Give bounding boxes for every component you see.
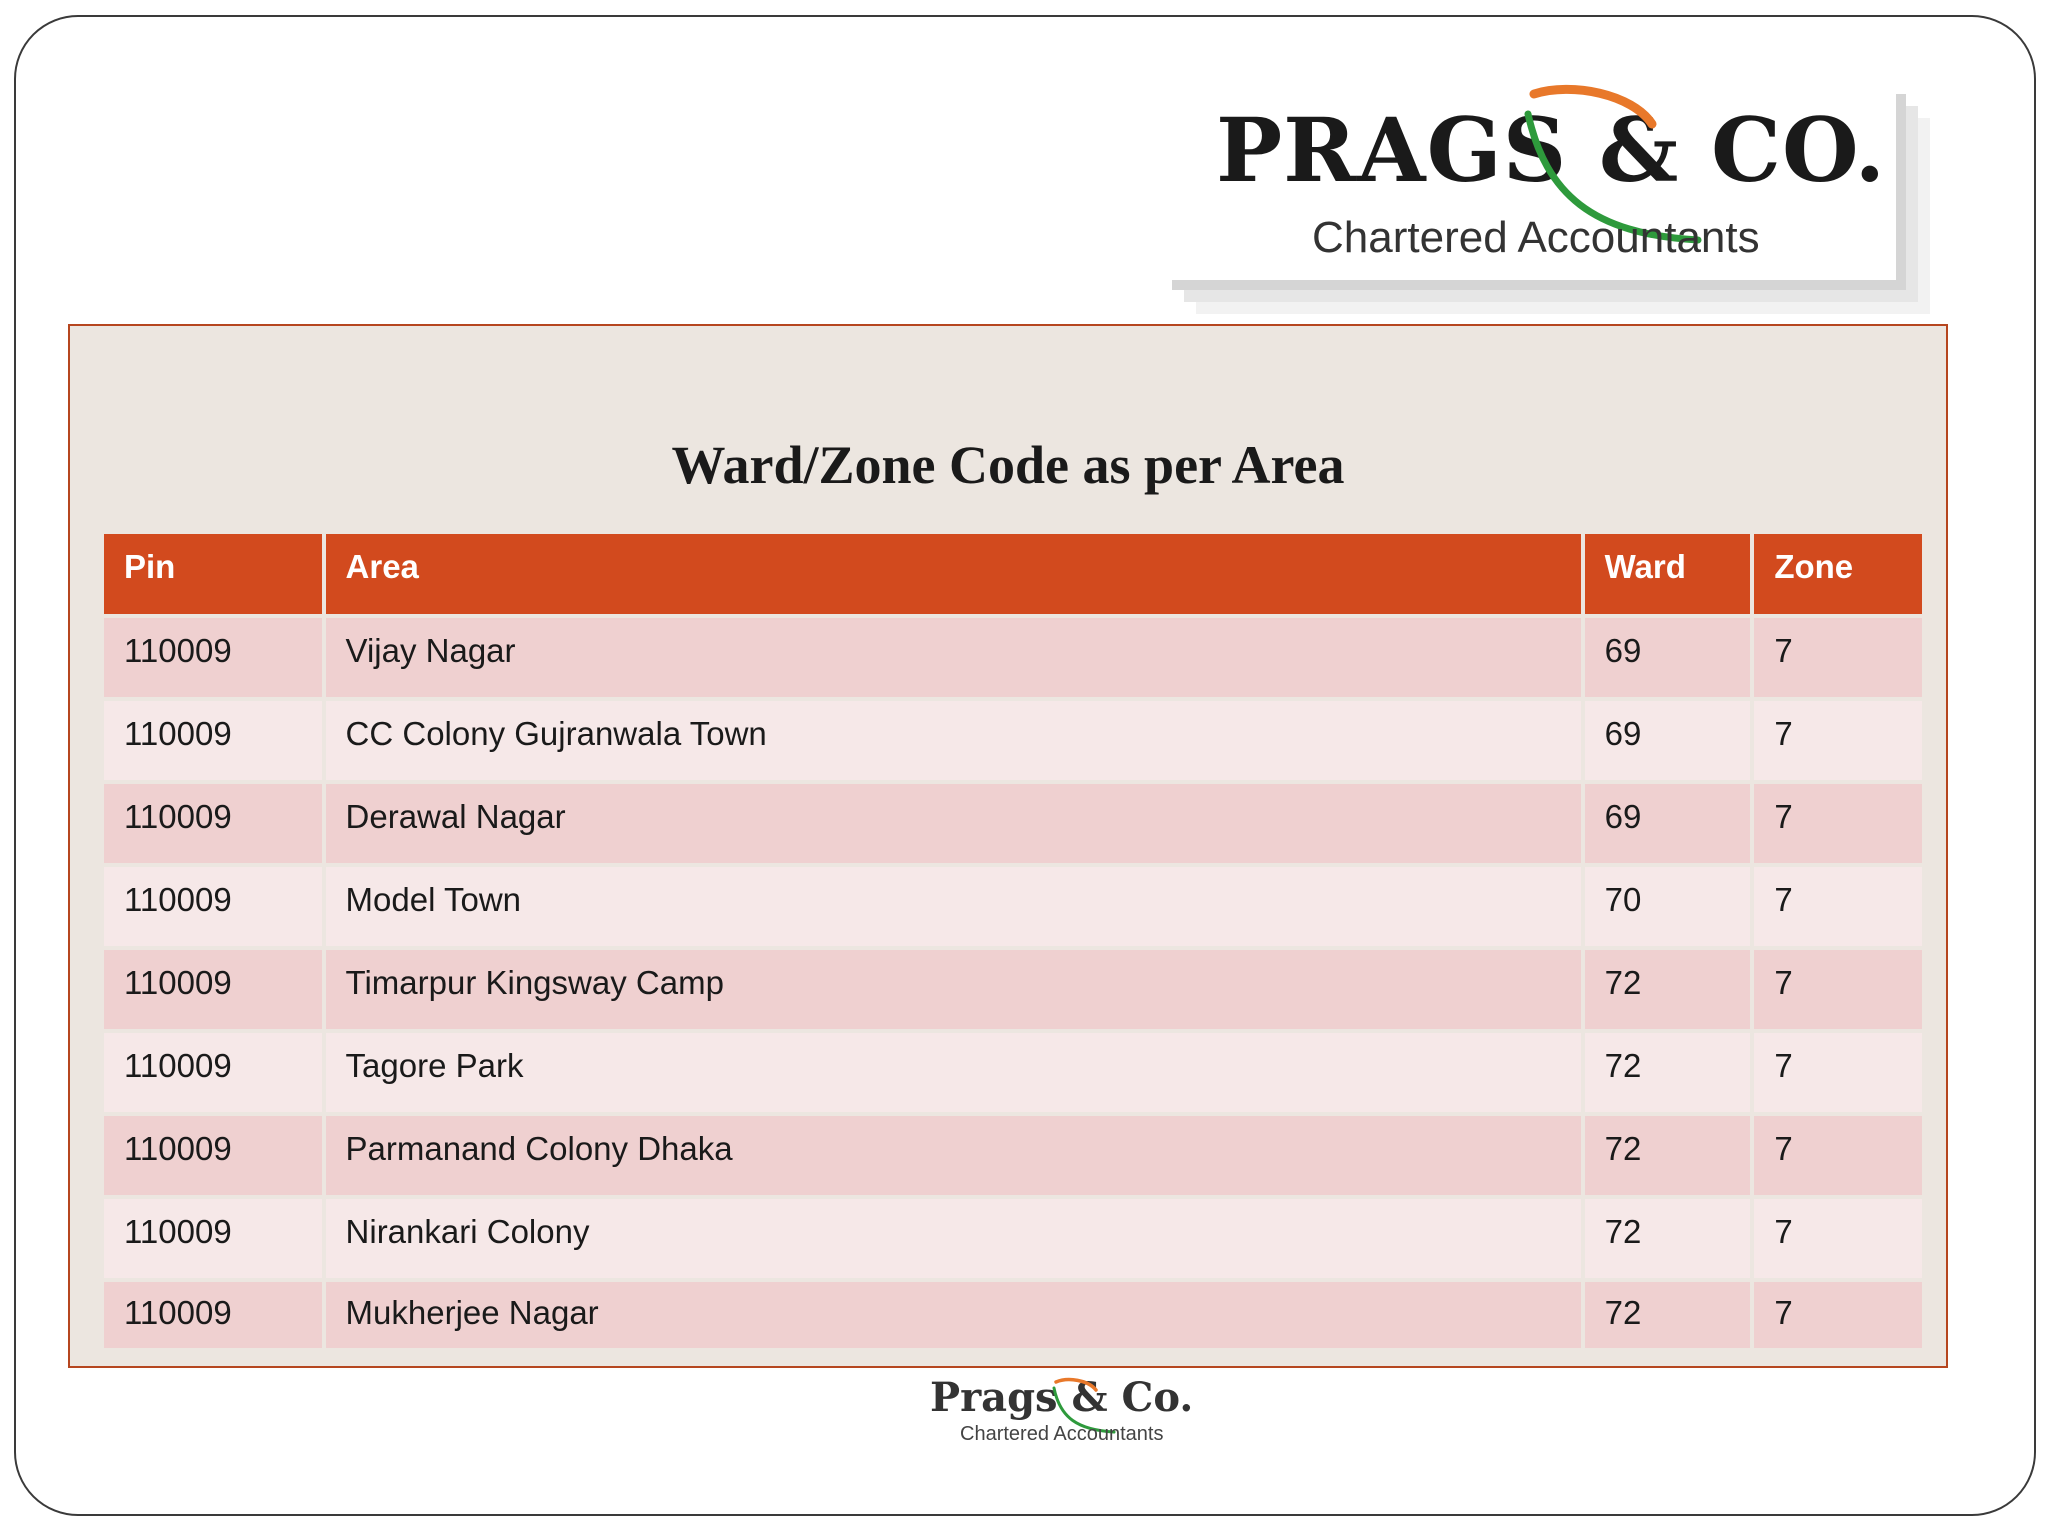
cell-ward: 72 [1585, 1199, 1751, 1278]
cell-ward: 70 [1585, 867, 1751, 946]
cell-pin: 110009 [104, 1033, 322, 1112]
cell-pin: 110009 [104, 950, 322, 1029]
cell-zone: 7 [1754, 784, 1922, 863]
cell-pin: 110009 [104, 784, 322, 863]
header-pin: Pin [104, 534, 322, 614]
cell-area: Tagore Park [326, 1033, 1581, 1112]
logo-company-name: PRAGS & CO. [1216, 98, 1887, 202]
table-row [104, 1033, 1922, 1112]
cell-ward: 72 [1585, 1116, 1751, 1195]
cell-zone: 7 [1754, 950, 1922, 1029]
cell-area: Timarpur Kingsway Camp [326, 950, 1581, 1029]
table-row [104, 950, 1922, 1029]
logo-tagline: Chartered Accountants [1312, 213, 1760, 262]
cell-ward: 72 [1585, 1033, 1751, 1112]
header-ward: Ward [1585, 534, 1751, 614]
cell-ward: 69 [1585, 784, 1751, 863]
cell-zone: 7 [1754, 1116, 1922, 1195]
header-area: Area [326, 534, 1581, 614]
cell-zone: 7 [1754, 618, 1922, 697]
page-title: Ward/Zone Code as per Area [671, 435, 1345, 495]
cell-pin: 110009 [104, 701, 322, 780]
cell-area: Mukherjee Nagar [326, 1282, 1581, 1348]
cell-zone: 7 [1754, 867, 1922, 946]
table-row [104, 1282, 1922, 1348]
cell-pin: 110009 [104, 1199, 322, 1278]
table-row [104, 1116, 1922, 1195]
cell-area: Parmanand Colony Dhaka [326, 1116, 1581, 1195]
cell-area: Vijay Nagar [326, 618, 1581, 697]
cell-pin: 110009 [104, 1116, 322, 1195]
cell-pin: 110009 [104, 867, 322, 946]
table-row [104, 701, 1922, 780]
cell-zone: 7 [1754, 701, 1922, 780]
cell-zone: 7 [1754, 1282, 1922, 1348]
cell-area: CC Colony Gujranwala Town [326, 701, 1581, 780]
company-logo [1162, 84, 1896, 280]
footer-logo-tagline: Chartered Accountants [960, 1423, 1164, 1445]
footer-logo [928, 1374, 1194, 1450]
table-header-row [104, 534, 1922, 614]
cell-area: Nirankari Colony [326, 1199, 1581, 1278]
table-row [104, 1199, 1922, 1278]
cell-pin: 110009 [104, 1282, 322, 1348]
cell-zone: 7 [1754, 1199, 1922, 1278]
footer-logo-name: Prags & Co. [930, 1374, 1194, 1421]
table-row [104, 867, 1922, 946]
content-panel [68, 324, 1948, 1368]
cell-area: Model Town [326, 867, 1581, 946]
header-zone: Zone [1754, 534, 1922, 614]
cell-ward: 69 [1585, 618, 1751, 697]
cell-ward: 69 [1585, 701, 1751, 780]
table-row [104, 618, 1922, 697]
cell-pin: 110009 [104, 618, 322, 697]
cell-ward: 72 [1585, 950, 1751, 1029]
ward-zone-table [100, 530, 1926, 1352]
cell-area: Derawal Nagar [326, 784, 1581, 863]
cell-zone: 7 [1754, 1033, 1922, 1112]
table-row [104, 784, 1922, 863]
cell-ward: 72 [1585, 1282, 1751, 1348]
